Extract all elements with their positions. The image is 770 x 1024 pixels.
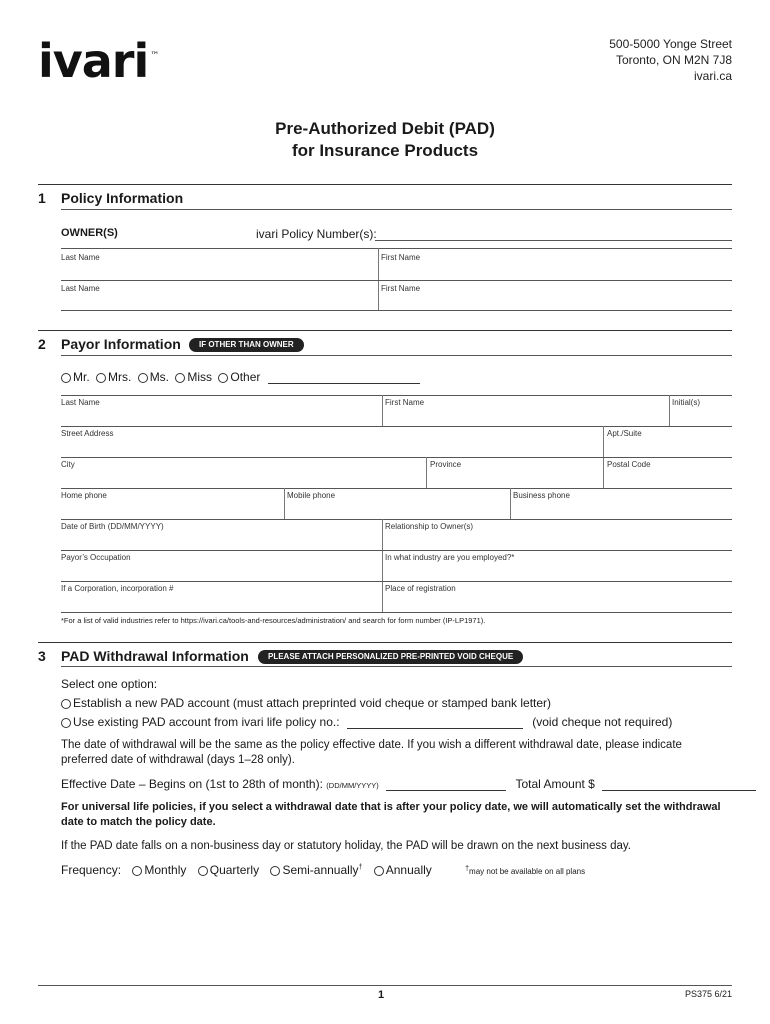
form-title-line2: for Insurance Products (291, 141, 479, 160)
monthly-radio[interactable] (132, 866, 142, 876)
occupation-label: Payor’s Occupation (61, 553, 131, 562)
form-title-line1: Pre-Authorized Debit (PAD) (275, 119, 495, 138)
universal-life-notice: For universal life policies, if you select a withdrawal date that is after your policy date, we will automatically set the withdrawal date to match the policy date. (61, 801, 721, 828)
province-field[interactable] (430, 466, 602, 488)
section1-number: 1 (38, 190, 46, 206)
quarterly-label: Quarterly (209, 863, 260, 877)
mr-radio[interactable] (61, 373, 71, 383)
relationship-field[interactable] (385, 528, 732, 550)
existing-pad-label: Use existing PAD account from ivari life policy no.: (73, 715, 340, 729)
other-radio[interactable] (218, 373, 228, 383)
owner2-last-name-field[interactable] (61, 290, 377, 310)
monthly-label: Monthly (144, 863, 187, 877)
owner1-last-name-label: Last Name (61, 253, 100, 262)
footnote-dagger: † (465, 865, 470, 873)
owner2-first-name-field[interactable] (381, 290, 732, 310)
apt-suite-field[interactable] (607, 435, 732, 457)
other-title-field[interactable] (268, 372, 420, 384)
city-label: City (61, 460, 75, 469)
option-new-pad[interactable] (61, 696, 551, 710)
total-amount-field[interactable] (602, 779, 756, 791)
mr-label: Mr. (73, 370, 90, 384)
owner1-first-name-label: First Name (381, 253, 421, 262)
title-mrs-option[interactable] (96, 370, 131, 384)
owner2-last-name-label: Last Name (61, 284, 100, 293)
phone-divider-2 (510, 488, 511, 519)
owner2-rule (61, 310, 732, 311)
miss-radio[interactable] (175, 373, 185, 383)
owner1-first-name-field[interactable] (381, 258, 732, 280)
effective-date-label: Effective Date – Begins on (1st to 28th of month): (61, 777, 323, 791)
payor-title-rule (61, 395, 732, 396)
company-address (609, 36, 732, 84)
corporation-rule (61, 612, 732, 613)
address-city: Toronto, ON M2N 7J8 (615, 53, 732, 67)
dob-field[interactable] (61, 528, 381, 550)
payor-title-options (61, 370, 420, 384)
owner1-last-name-field[interactable] (61, 258, 377, 280)
business-phone-field[interactable] (513, 497, 732, 519)
footer-rule (38, 985, 732, 986)
title-mr-option[interactable] (61, 370, 90, 384)
owner-name-divider (378, 248, 379, 310)
place-registration-label: Place of registration (385, 584, 456, 593)
dob-label: Date of Birth (DD/MM/YYYY) (61, 522, 164, 531)
logo-text: ivari (38, 34, 149, 88)
section3-title: PAD Withdrawal Information (61, 648, 249, 664)
attach-void-cheque-badge: PLEASE ATTACH PERSONALIZED PRE-PRINTED VOID CHEQUE (258, 650, 523, 664)
corporation-field[interactable] (61, 590, 381, 612)
section1-top-rule (38, 184, 732, 185)
city-divider (426, 457, 427, 488)
total-amount-label: Total Amount $ (515, 777, 595, 791)
business-phone-label: Business phone (513, 491, 570, 500)
title-other-option[interactable] (218, 370, 260, 384)
home-phone-label: Home phone (61, 491, 107, 500)
if-other-than-owner-badge: IF OTHER THAN OWNER (189, 338, 304, 352)
frequency-row (61, 863, 585, 877)
frequency-monthly-option[interactable] (132, 863, 186, 877)
annually-radio[interactable] (374, 866, 384, 876)
section3-top-rule (38, 642, 732, 643)
withdrawal-date-text: The date of withdrawal will be the same as the policy effective date. If you wish a different withdrawal date, please indicate preferred date of withdrawal (days 1–28 only). (61, 739, 682, 766)
owner2-first-name-label: First Name (381, 284, 421, 293)
section1-title: Policy Information (61, 190, 184, 206)
corporation-label: If a Corporation, incorporation # (61, 584, 174, 593)
mobile-phone-field[interactable] (287, 497, 509, 519)
quarterly-radio[interactable] (198, 866, 208, 876)
frequency-annually-option[interactable] (374, 863, 432, 877)
payor-initials-label: Initial(s) (672, 398, 701, 407)
section2-top-rule (38, 330, 732, 331)
city-rule (61, 488, 732, 489)
phone-divider-1 (284, 488, 285, 519)
effective-date-format: (DD/MM/YYYY) (326, 781, 379, 790)
trademark-symbol: ™ (150, 51, 159, 61)
postal-code-label: Postal Code (607, 460, 651, 469)
section1-title-rule (61, 209, 732, 210)
title-miss-option[interactable] (175, 370, 212, 384)
mrs-label: Mrs. (108, 370, 132, 384)
annually-label: Annually (385, 863, 432, 877)
page-number: 1 (378, 989, 385, 1001)
section3-title-rule (61, 666, 732, 667)
payor-first-name-field[interactable] (385, 404, 668, 426)
payor-first-name-label: First Name (385, 398, 425, 407)
ms-label: Ms. (149, 370, 170, 384)
payor-initials-field[interactable] (672, 404, 732, 426)
street-address-label: Street Address (61, 429, 114, 438)
semiannual-radio[interactable] (270, 866, 280, 876)
mobile-phone-label: Mobile phone (287, 491, 336, 500)
industry-field[interactable] (385, 559, 732, 581)
address-street: 500-5000 Yonge Street (609, 37, 732, 51)
form-code: PS375 6/21 (684, 989, 732, 999)
ms-radio[interactable] (138, 373, 148, 383)
frequency-semiannual-option[interactable] (270, 863, 362, 877)
other-label: Other (230, 370, 261, 384)
city-field[interactable] (61, 466, 425, 488)
payor-name-divider-1 (382, 395, 383, 426)
form-title (0, 118, 770, 162)
relationship-label: Relationship to Owner(s) (385, 522, 474, 531)
address-website: ivari.ca (693, 69, 732, 83)
address-rule (61, 457, 732, 458)
owners-label: OWNER(S) (61, 227, 118, 239)
industry-label: In what industry are you employed?* (385, 553, 515, 562)
province-label: Province (430, 460, 462, 469)
payor-last-name-field[interactable] (61, 404, 381, 426)
apt-suite-label: Apt./Suite (607, 429, 642, 438)
effective-date-row (61, 777, 756, 791)
phone-rule (61, 519, 732, 520)
new-pad-radio[interactable] (61, 699, 71, 709)
owner-row-rule (61, 248, 732, 249)
payor-name-rule (61, 426, 732, 427)
ivari-logo (38, 34, 159, 88)
mrs-radio[interactable] (96, 373, 106, 383)
section2-title-rule (61, 355, 732, 356)
section2-title: Payor Information (61, 336, 181, 352)
new-pad-label: Establish a new PAD account (must attach preprinted void cheque or stamped bank letter) (73, 696, 552, 710)
frequency-quarterly-option[interactable] (198, 863, 259, 877)
effective-date-field[interactable] (386, 779, 506, 791)
payor-last-name-label: Last Name (61, 398, 100, 407)
home-phone-field[interactable] (61, 497, 283, 519)
occupation-rule (61, 581, 732, 582)
dob-divider (382, 519, 383, 612)
existing-policy-number-field[interactable] (347, 717, 523, 729)
select-one-label: Select one option: (61, 677, 158, 691)
policy-number-field[interactable] (375, 240, 732, 241)
payor-name-divider-2 (669, 395, 670, 426)
street-address-field[interactable] (61, 435, 601, 457)
industry-footnote: *For a list of valid industries refer to https://ivari.ca/tools-and-resources/administration/ and search for form number (IP-LP1971). (61, 616, 486, 625)
title-ms-option[interactable] (138, 370, 169, 384)
dagger-footnote (465, 867, 585, 876)
postal-code-field[interactable] (607, 466, 732, 488)
semiannual-dagger: † (358, 864, 363, 871)
miss-label: Miss (187, 370, 213, 384)
section3-number: 3 (38, 648, 46, 664)
occupation-field[interactable] (61, 559, 381, 581)
dagger-note: may not be available on all plans (469, 867, 586, 876)
semiannual-label: Semi-annually (282, 863, 359, 877)
option-existing-pad[interactable] (61, 715, 672, 729)
dob-rule (61, 550, 732, 551)
non-business-day-text: If the PAD date falls on a non-business day or statutory holiday, the PAD will be drawn on the next business day. (61, 840, 631, 852)
void-cheque-not-required-note: (void cheque not required) (532, 715, 673, 729)
existing-pad-radio[interactable] (61, 718, 71, 728)
section2-number: 2 (38, 336, 46, 352)
owner1-rule (61, 280, 732, 281)
frequency-label: Frequency: (61, 863, 122, 877)
policy-number-label: ivari Policy Number(s): (256, 227, 377, 241)
place-registration-field[interactable] (385, 590, 732, 612)
